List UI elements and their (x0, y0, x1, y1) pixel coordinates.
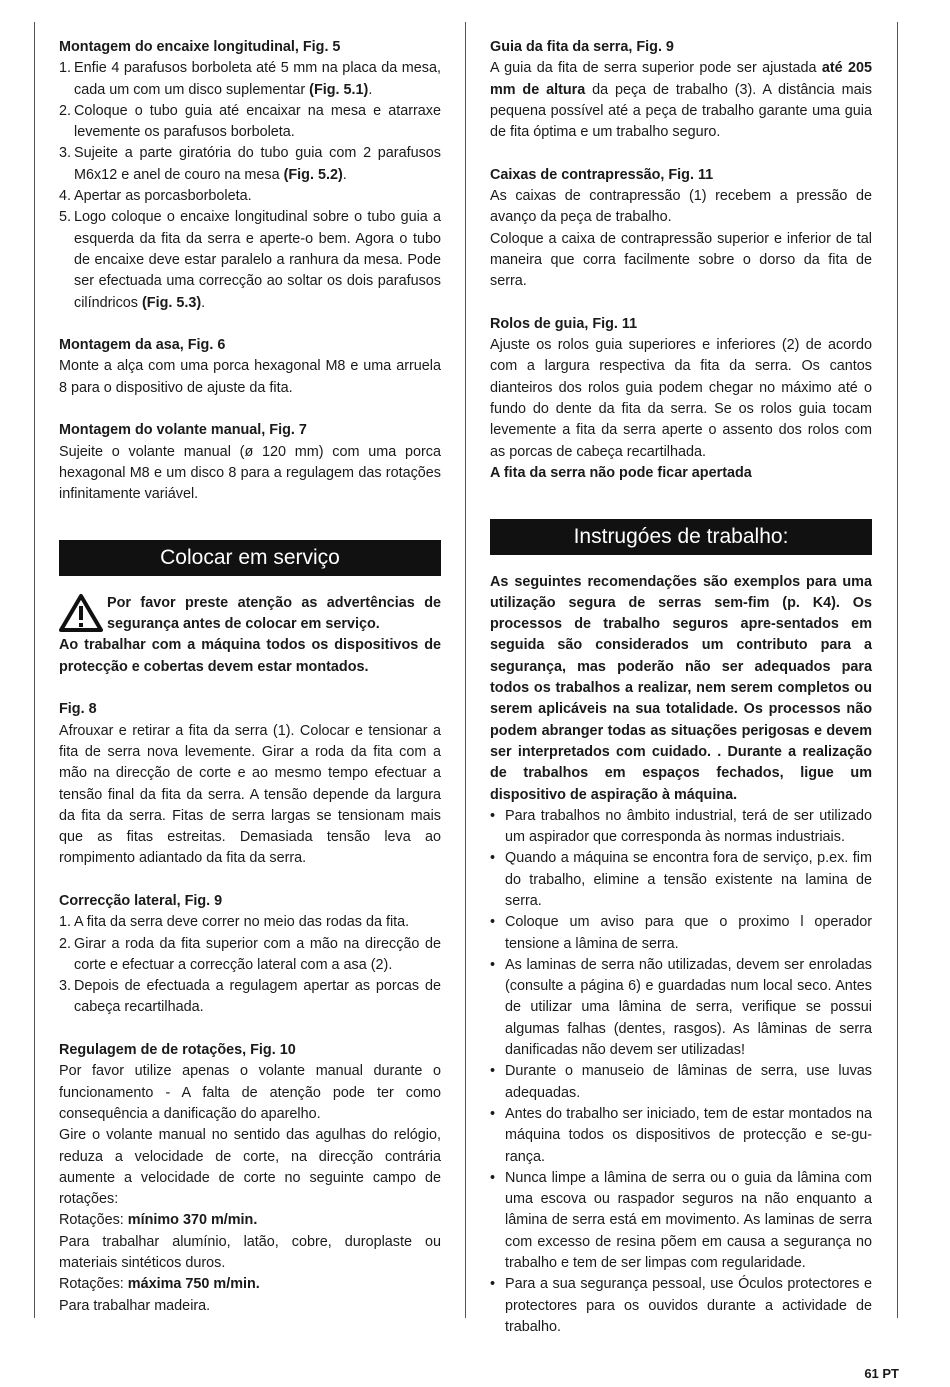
section-title-fig10: Regulagem de de rotações, Fig. 10 (59, 1042, 296, 1059)
section-title-fig6: Montagem da asa, Fig. 6 (59, 337, 226, 354)
warning-text-2: Ao trabalhar com a máquina todos os dispositivos de protecção e cobertas devem estar montados. (59, 637, 441, 675)
section-title-fig11-rollers: Rolos de guia, Fig. 11 (490, 315, 638, 332)
list-item: 3. Sujeite a parte giratória do tubo guia com 2 parafusos M6x12 e anel de couro na mesa (Fig. 5.2). (59, 145, 441, 183)
center-column-rule (465, 22, 466, 1318)
list-item: 2. Girar a roda da fita superior com a mão na direcção de corte e efectuar a correcção lateral com a asa (2). (59, 935, 441, 973)
rotation-max-value: máxima 750 m/min. (127, 1276, 260, 1293)
fig11-boxes-text-1: As caixas de contrapressão (1) recebem a pressão de avanço da peça de trabalho. (490, 188, 872, 226)
fig5-steps (59, 58, 441, 314)
warning-text: Por favor preste atenção as advertências de segurança antes de colocar em serviço. (107, 594, 441, 633)
bullet-icon: • (490, 1063, 496, 1080)
banner-colocar-em-servico: Colocar em serviço (59, 540, 441, 576)
section-title-fig9-lateral: Correcção lateral, Fig. 9 (59, 892, 223, 909)
list-item: • Antes do trabalho ser iniciado, tem de estar montados na máquina todos os dispositivos de protecção e se-gu-rança. (490, 1104, 872, 1168)
bullet-icon: • (490, 914, 496, 931)
fig10-text-3: Para trabalhar alumínio, latão, cobre, duroplaste ou materiais sintéticos duros. (59, 1233, 441, 1272)
list-item: 5. Logo coloque o encaixe longitudinal sobre o tubo guia a esquerda da fita da serra e aperte-o bem. Agora o tubo de encaixe deve estar paralelo a ranhura da mesa. Pode ser efectuada uma correcção ao soltar os dois parafusos cilíndricos (Fig. 5.3). (59, 209, 441, 311)
bullet-icon: • (490, 1105, 496, 1122)
right-margin-rule (897, 22, 898, 1318)
fig10-text-1: Por favor utilize apenas o volante manual durante o funcionamento - A falta de atenção pode ter como consequência a danificação do aparelho. (59, 1063, 441, 1122)
section-title-fig7: Montagem do volante manual, Fig. 7 (59, 422, 307, 439)
warning-triangle-icon (59, 593, 103, 633)
rotation-min-value: mínimo 370 m/min. (127, 1212, 258, 1229)
list-item: • Coloque um aviso para que o proximo l operador tensione a lâmina de serra. (490, 912, 872, 955)
list-item: 3. Depois de efectuada a regulagem apertar as porcas de cabeça recartilhada. (59, 978, 441, 1016)
fig6-text: Monte a alça com uma porca hexagonal M8 e uma arruela 8 para o dispositivo de ajuste da fita. (59, 358, 441, 396)
list-item: • Durante o manuseio de lâminas de serra, use luvas adequadas. (490, 1061, 872, 1104)
list-item: • Para trabalhos no âmbito industrial, terá de ser utilizado um aspirador que corresponda às normas industriais. (490, 806, 872, 849)
left-margin-rule (34, 22, 35, 1318)
list-item: 1. A fita da serra deve correr no meio das rodas da fita. (59, 914, 410, 931)
work-instructions-intro: As seguintes recomendações são exemplos para uma utilização segura de serras sem-fim (p. K4). Os processos de trabalho seguros apre-sentados em seguida são considerados um contributo para a segurança, mas poderão não ser adequados para todos os trabalhos a realizar, nem serem completos ou serem aplicáveis na sua totalidade. Os processos não podem abranger todas as situações perigosas e devem ser interpretados com cuidado. . Durante a realização de trabalhos em espaços fechados, ligue um dispositivo de aspiração à máquina. (490, 573, 872, 803)
work-instructions-bullets (490, 806, 872, 1338)
fig9-steps (59, 912, 441, 1018)
fig10-text-4: Para trabalhar madeira. (59, 1297, 211, 1314)
section-title-fig8: Fig. 8 (59, 701, 97, 718)
fig8-text: Afrouxar e retirar a fita da serra (1). Colocar e tensionar a fita de serra nova levemente. Girar a roda da fita com a mão na direcção de corte e ao mesmo tempo efectuar a tensão final da fita da serra. A tensão depende da largura da fita da serra. Fitas de serra largas se tensionam mais que as fitas estreitas. Demasiada tensão leva ao rompimento adiantado da fita da serra. (59, 722, 441, 867)
fig10-text-2: Gire o volante manual no sentido das agulhas do relógio, reduza a velocidade de corte, na direcção contrária aumente a velocidade de corte no seguinte campo de rotações: (59, 1127, 441, 1208)
bullet-icon: • (490, 850, 496, 867)
section-title-fig11-boxes: Caixas de contrapressão, Fig. 11 (490, 166, 714, 183)
list-item: 4. Apertar as porcasborboleta. (59, 188, 252, 205)
warning-block (59, 593, 441, 636)
list-item: • Nunca limpe a lâmina de serra ou o guia da lâmina com uma escova ou raspador seguros na não enquanto a lâmina de serra está em movimento. As laminas de serra com excesso de resina põem em causa a segurança no trabalho e tem de ser limpas com regularidade. (490, 1168, 872, 1274)
section-title-fig9-guide: Guia da fita da serra, Fig. 9 (490, 39, 674, 55)
list-item: 1. Enfie 4 parafusos borboleta até 5 mm na placa da mesa, cada um com um disco suplementar (Fig. 5.1). (59, 60, 441, 98)
right-column (490, 37, 872, 1338)
list-item: • Para a sua segurança pessoal, use Óculos protectores e protectores para os ouvidos durante a actividade de trabalho. (490, 1274, 872, 1338)
rotation-max-line: Rotações: máxima 750 m/min. (59, 1276, 260, 1293)
banner-instrucoes-de-trabalho: Instrugóes de trabalho: (490, 519, 872, 555)
fig7-text: Sujeite o volante manual (ø 120 mm) com uma porca hexagonal M8 e um disco 8 para a regulagem das rotações infinitamente variável. (59, 443, 441, 503)
bullet-icon: • (490, 1276, 496, 1293)
rotation-min-line: Rotações: mínimo 370 m/min. (59, 1212, 258, 1229)
list-item: • Quando a máquina se encontra fora de serviço, p.ex. fim do trabalho, elimine a tensão existente na lamina de serra. (490, 848, 872, 912)
section-title-fig5: Montagem do encaixe longitudinal, Fig. 5 (59, 39, 341, 55)
list-item: 2. Coloque o tubo guia até encaixar na mesa e atarraxe levemente os parafusos borboleta. (59, 102, 441, 141)
fig11-boxes-text-2: Coloque a caixa de contrapressão superior e inferior de tal maneira que corra facilmente sobre o dorso da fita de serra. (490, 230, 872, 290)
page-number: 61 PT (864, 1366, 899, 1381)
bullet-icon: • (490, 1169, 496, 1186)
left-column (59, 37, 441, 1317)
fig9-guide-text: A guia da fita de serra superior pode ser ajustada até 205 mm de altura da peça de trabalho (3). A distância mais pequena possível até a peça de trabalho garante uma guia de fita óptima e um trabalho seguro. (490, 60, 872, 141)
bullet-icon: • (490, 807, 496, 824)
fig11-rollers-text: Ajuste os rolos guia superiores e inferiores (2) de acordo com a largura respectiva da fita da serra. Os cantos dianteiros dos rolos guia podem chegar no máximo até o fundo do dente da fita da serra. Se os rolos guia tocam levemente a fita da serra aperte o assento dos rolos com as porcas de cabeça recartilhada. (490, 337, 872, 460)
bullet-icon: • (490, 956, 496, 973)
list-item: • As laminas de serra não utilizadas, devem ser enroladas (consulte a página 6) e guardadas num local seco. Antes de utilizar uma lâmina de serra, verifique se possui algumas falhas (dentes, rasgos). As lâminas de serra danificadas não devem ser utilizadas! (490, 955, 872, 1061)
fig11-rollers-warning: A fita da serra não pode ficar apertada (490, 464, 752, 481)
